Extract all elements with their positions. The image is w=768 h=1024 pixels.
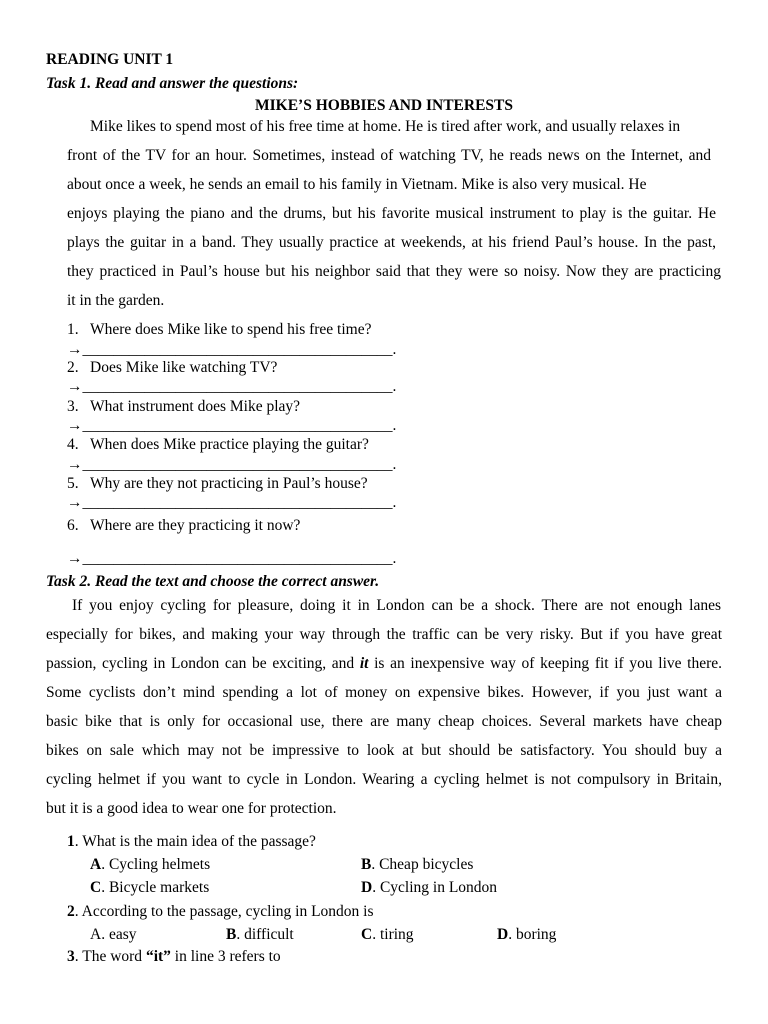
passage1-line: front of the TV for an hour. Sometimes, instead of watching TV, he reads news on the Internet, and bbox=[67, 147, 711, 164]
answer-line[interactable]: →________________________________________. bbox=[67, 417, 397, 434]
question-number: 3 bbox=[67, 948, 75, 965]
option-c[interactable] bbox=[90, 878, 209, 898]
passage1-line: about once a week, he sends an email to his family in Vietnam. Mike is also very musical. He bbox=[67, 176, 647, 193]
option-text: . Cheap bicycles bbox=[371, 856, 474, 873]
option-a[interactable]: A. easy bbox=[90, 926, 137, 943]
question-text: in line 3 refers to bbox=[174, 948, 281, 965]
question-text: Does Mike like watching TV? bbox=[90, 359, 278, 376]
answer-line[interactable]: →________________________________________. bbox=[67, 341, 397, 358]
passage2-line: bikes on sale which may not be impressive to look at but should be satisfactory. You should buy a bbox=[46, 742, 722, 759]
page-heading: READING UNIT 1 bbox=[46, 51, 174, 68]
question-number: 6. bbox=[67, 517, 79, 534]
passage2-text: passion, cycling in London can be exciting, and bbox=[46, 655, 355, 672]
task2-question-3 bbox=[67, 947, 281, 967]
question-number: 5. bbox=[67, 475, 79, 492]
option-a[interactable] bbox=[90, 855, 210, 875]
quoted-word: “it” bbox=[145, 948, 171, 965]
passage2-text: is an inexpensive way of keeping fit if you live there. bbox=[374, 655, 723, 672]
answer-line[interactable]: →________________________________________. bbox=[67, 378, 397, 395]
question-text: . What is the main idea of the passage? bbox=[74, 833, 316, 850]
option-d[interactable] bbox=[497, 925, 556, 945]
task1-instruction: Task 1. Read and answer the questions: bbox=[46, 75, 299, 92]
question-number: 3. bbox=[67, 398, 79, 415]
question-number: 1 bbox=[67, 833, 75, 850]
passage2-line: If you enjoy cycling for pleasure, doing it in London can be a shock. There are not enough lanes bbox=[72, 597, 721, 614]
question-text: . The word bbox=[74, 948, 143, 965]
passage2-line: cycling helmet if you want to cycle in London. Wearing a cycling helmet is not compulsory in Britain, bbox=[46, 771, 722, 788]
task2-question-1 bbox=[67, 832, 316, 852]
option-d[interactable] bbox=[361, 878, 497, 898]
task2-question-2 bbox=[67, 902, 374, 922]
question-number: 2 bbox=[67, 903, 75, 920]
question-text: . According to the passage, cycling in London is bbox=[74, 903, 374, 920]
option-c[interactable] bbox=[361, 925, 414, 945]
answer-line[interactable]: →________________________________________. bbox=[67, 550, 397, 567]
passage1-title: MIKE’S HOBBIES AND INTERESTS bbox=[255, 97, 513, 114]
question-number: 1. bbox=[67, 321, 79, 338]
question-text: Why are they not practicing in Paul’s house? bbox=[90, 475, 368, 492]
option-b[interactable] bbox=[226, 925, 294, 945]
answer-line[interactable]: →________________________________________. bbox=[67, 494, 397, 511]
option-letter: B bbox=[361, 856, 372, 873]
option-letter: B bbox=[226, 926, 237, 943]
option-letter: A bbox=[90, 856, 102, 873]
option-text: . Cycling in London bbox=[372, 879, 498, 896]
option-text: . Bicycle markets bbox=[101, 879, 210, 896]
option-letter: C bbox=[90, 879, 102, 896]
passage1-line: enjoys playing the piano and the drums, but his favorite musical instrument to play is the guitar. He bbox=[67, 205, 716, 222]
answer-line[interactable]: →________________________________________. bbox=[67, 456, 397, 473]
option-letter: D bbox=[361, 879, 373, 896]
question-number: 4. bbox=[67, 436, 79, 453]
passage1-line: it in the garden. bbox=[67, 292, 165, 309]
question-text: Where are they practicing it now? bbox=[90, 517, 301, 534]
passage1-line: Mike likes to spend most of his free time at home. He is tired after work, and usually relaxes in bbox=[90, 118, 681, 135]
question-text: What instrument does Mike play? bbox=[90, 398, 301, 415]
passage2-line: especially for bikes, and making your way through the traffic can be very risky. But if you have great bbox=[46, 626, 722, 643]
option-text: . Cycling helmets bbox=[101, 856, 211, 873]
question-text: When does Mike practice playing the guitar? bbox=[90, 436, 369, 453]
option-text: . difficult bbox=[236, 926, 294, 943]
passage2-line: Some cyclists don’t mind spending a lot of money on expensive bikes. However, if you just want a bbox=[46, 684, 722, 701]
question-text: Where does Mike like to spend his free time? bbox=[90, 321, 372, 338]
option-text: . tiring bbox=[372, 926, 414, 943]
passage1-line: they practiced in Paul’s house but his neighbor said that they were so noisy. Now they are practicing bbox=[67, 263, 721, 280]
option-b[interactable] bbox=[361, 855, 473, 875]
task2-instruction: Task 2. Read the text and choose the correct answer. bbox=[46, 573, 380, 590]
question-number: 2. bbox=[67, 359, 79, 376]
option-text: . boring bbox=[508, 926, 557, 943]
emphasized-it: it bbox=[359, 655, 369, 672]
passage2-line: but it is a good idea to wear one for protection. bbox=[46, 800, 337, 817]
passage2-line bbox=[46, 654, 722, 674]
option-letter: D bbox=[497, 926, 509, 943]
option-letter: C bbox=[361, 926, 373, 943]
passage2-line: basic bike that is only for occasional use, there are many cheap choices. Several markets have cheap bbox=[46, 713, 722, 730]
passage1-line: plays the guitar in a band. They usually practice at weekends, at his friend Paul’s house. In the past, bbox=[67, 234, 716, 251]
